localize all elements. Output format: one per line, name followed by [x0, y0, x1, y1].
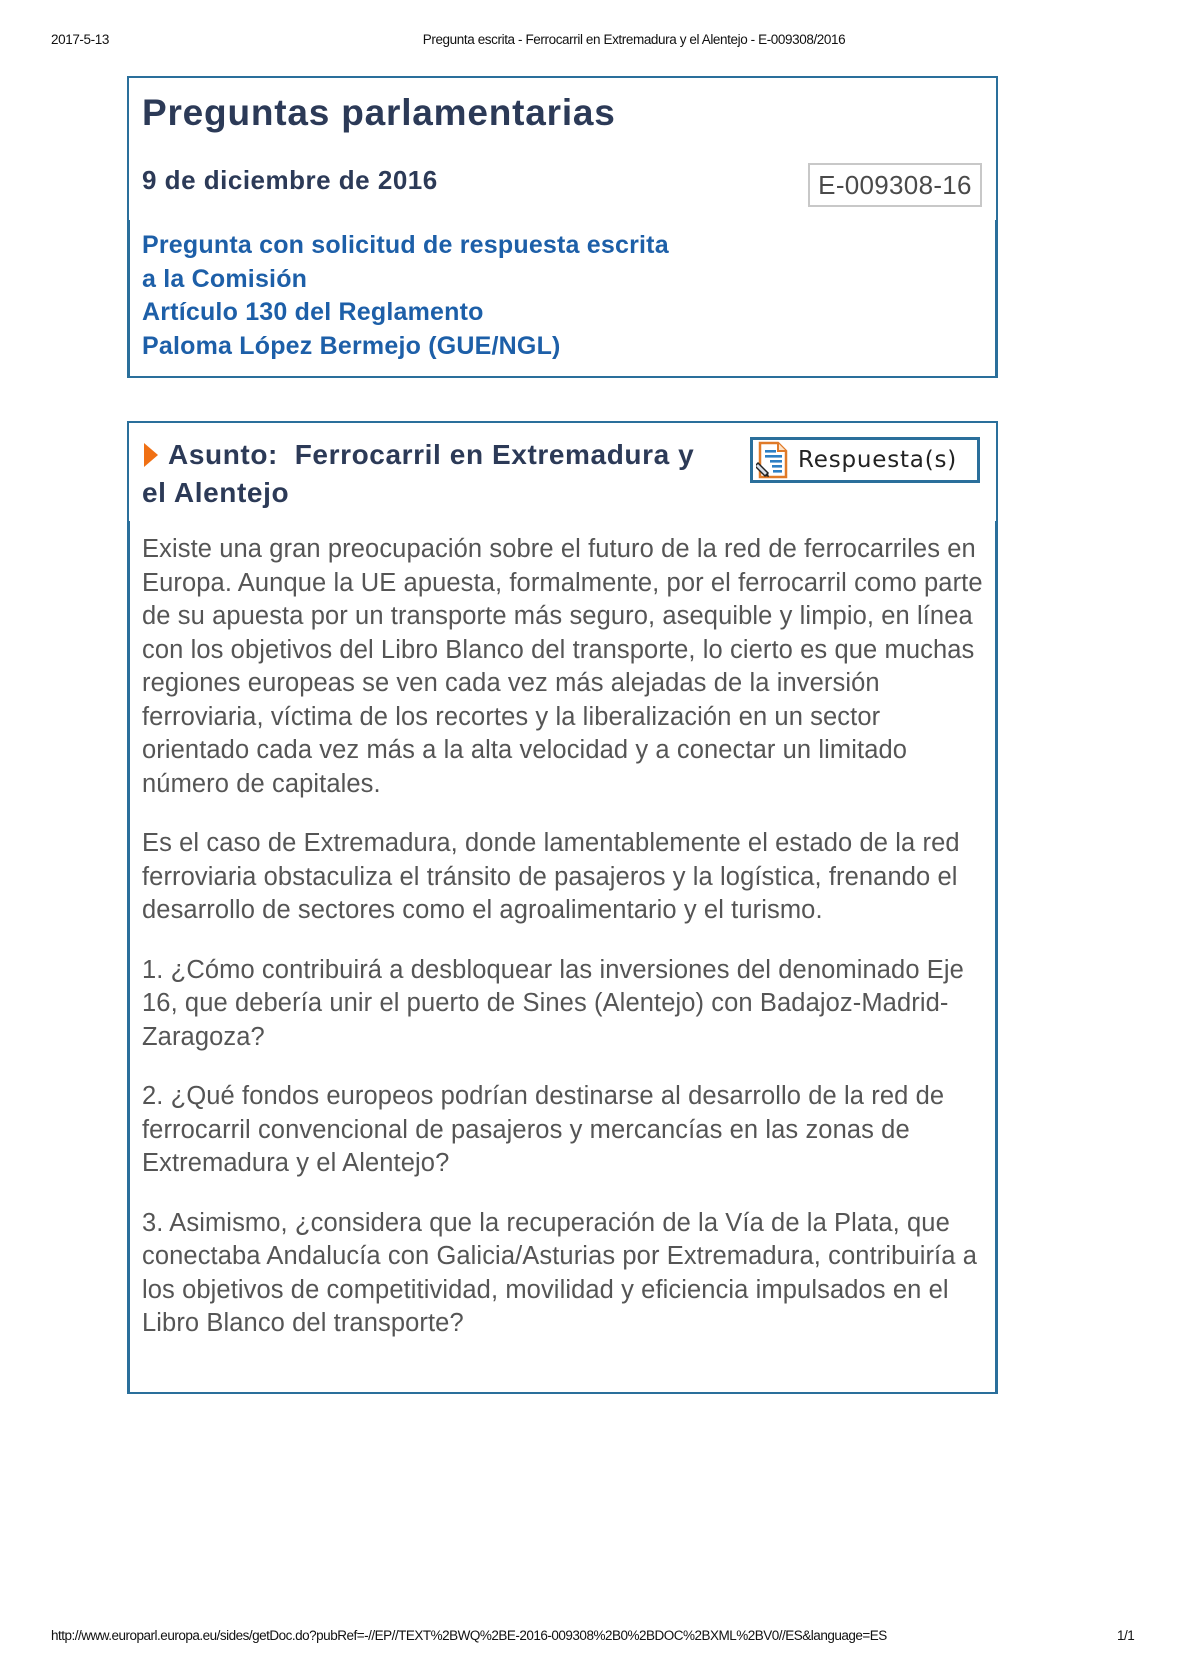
question-content-box [127, 421, 998, 1394]
arrow-right-icon [144, 443, 158, 467]
page-number: 1/1 [1117, 1628, 1135, 1643]
border-accent [995, 521, 998, 1394]
page-title: Preguntas parlamentarias [142, 92, 616, 133]
responses-button[interactable] [750, 437, 980, 483]
subject-heading [142, 436, 722, 512]
responses-button-label: Respuesta(s) [798, 447, 958, 473]
border-accent [995, 220, 998, 378]
question-item: 2. ¿Qué fondos europeos podrían destinarse al desarrollo de la red de ferrocarril convencional de pasajeros y mercancías en las zonas de Extremadura y el Alentejo? [142, 1082, 945, 1177]
paragraph: Existe una gran preocupación sobre el futuro de la red de ferrocarriles en Europa. Aunque la UE apuesta, formalmente, por el ferrocarril como parte de su apuesta por un transporte más seguro, asequible y limpio, en línea con los objetivos del Libro Blanco del transporte, lo cierto es que muchas regiones europeas se ven cada vez más alejadas de la inversión ferroviaria, víctima de los recortes y la liberalización en un sector orientado cada vez más a la alta velocidad y a conectar un limitado número de capitales. [142, 535, 983, 798]
source-url: http://www.europarl.europa.eu/sides/getDoc.do?pubRef=-//EP//TEXT%2BWQ%2BE-2016-009308%2B0%2BDOC%2BXML%2BV0//ES&language=ES [51, 1628, 887, 1643]
rule-article: Artículo 130 del Reglamento [142, 298, 484, 326]
question-body [142, 533, 987, 1367]
question-type: Pregunta con solicitud de respuesta escrita [142, 231, 669, 259]
print-footer [0, 1628, 1180, 1648]
document-edit-icon [756, 441, 790, 479]
author: Paloma López Bermejo (GUE/NGL) [142, 331, 561, 360]
subject-text: Ferrocarril en Extremadura y el Alentejo [142, 439, 695, 508]
print-header [0, 32, 1180, 52]
question-item: 3. Asimismo, ¿considera que la recuperación de la Vía de la Plata, que conectaba Andalucía con Galicia/Asturias por Extremadura, contribuiría a los objetivos de competitividad, movilidad y eficiencia impulsados en el Libro Blanco del transporte? [142, 1208, 977, 1337]
question-item: 1. ¿Cómo contribuirá a desbloquear las inversiones del denominado Eje 16, que debería unir el puerto de Sines (Alentejo) con Badajoz-Madrid-Zaragoza? [142, 955, 964, 1051]
border-accent [127, 521, 130, 1394]
print-title: Pregunta escrita - Ferrocarril en Extremadura y el Alentejo - E-009308/2016 [422, 32, 846, 47]
question-metadata [142, 229, 669, 363]
reference-number: E-009308-16 [808, 163, 982, 207]
border-accent [127, 220, 130, 378]
question-addressee: a la Comisión [142, 264, 308, 293]
question-header-box [127, 76, 998, 378]
subject-label: Asunto: [168, 439, 278, 470]
print-date: 2017-5-13 [51, 32, 109, 47]
paragraph: Es el caso de Extremadura, donde lamentablemente el estado de la red ferroviaria obstaculiza el tránsito de pasajeros y la logística, frenando el desarrollo de sectores como el agroalimentario y el turismo. [142, 829, 960, 924]
question-date: 9 de diciembre de 2016 [142, 165, 438, 195]
